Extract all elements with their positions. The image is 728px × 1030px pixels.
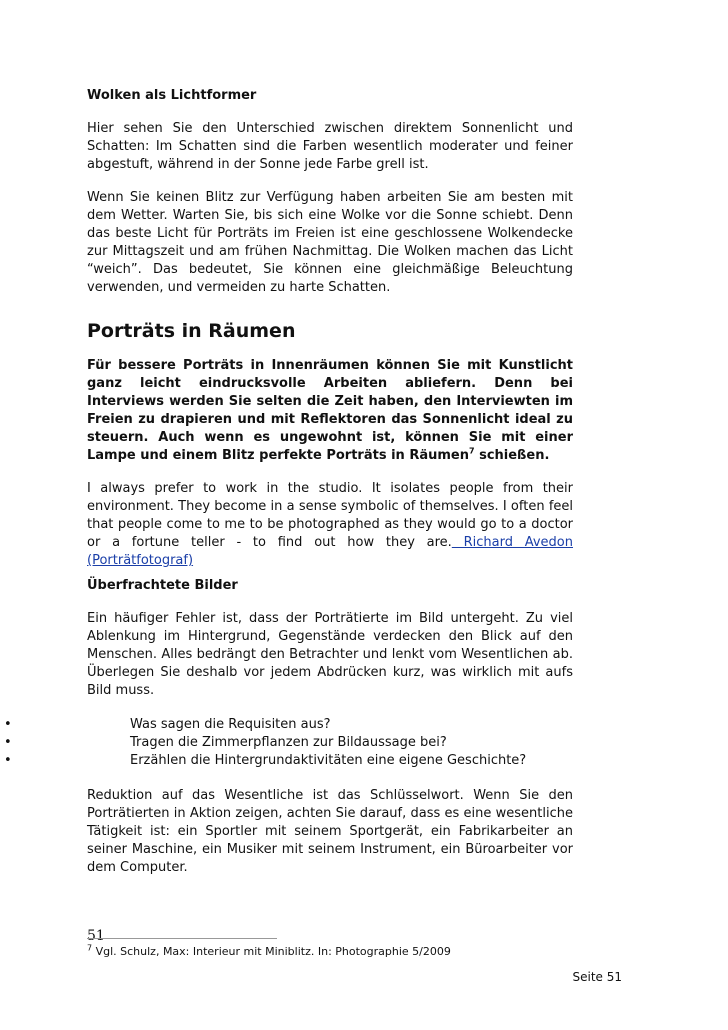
footnote: [87, 945, 451, 959]
bullet-icon: •: [4, 735, 12, 750]
bullet-list: [0, 716, 728, 770]
paragraph-indoor-intro: [87, 357, 573, 465]
footnote-divider: [87, 938, 277, 939]
list-item: [0, 752, 728, 770]
footnote-text: Vgl. Schulz, Max: Interieur mit Miniblitz. In: Photographie 5/2009: [92, 945, 451, 958]
list-item-text: Tragen die Zimmerpflanzen zur Bildaussage bei?: [130, 735, 447, 750]
paragraph-reduction: Reduktion auf das Wesentliche ist das Schlüsselwort. Wenn Sie den Porträtierten in Aktion zeigen, achten Sie darauf, dass es eine wesentliche Tätigkeit ist: ein Sportler mit seinem Sportgerät, ein Fabrikarbeiter an seiner Maschine, ein Musiker mit seinem Instrument, ein Büroarbeiter vor dem Computer.: [87, 788, 573, 875]
heading-indoor: Porträts in Räumen: [87, 320, 296, 342]
paragraph-weather: Wenn Sie keinen Blitz zur Verfügung haben arbeiten Sie am besten mit dem Wetter. Warten Sie, bis sich eine Wolke vor die Sonne schiebt. Denn das beste Licht für Porträts im Freien ist eine geschlossene Wolkendecke zur Mittagszeit und am frühen Nachmittag. Die Wolken machen das Licht “weich”. Das bedeutet, Sie können eine gleichmäßige Beleuchtung verwenden, und vermeiden zu harte Schatten.: [87, 190, 573, 295]
list-item-text: Was sagen die Requisiten aus?: [130, 717, 331, 732]
section-overloaded: [87, 577, 573, 700]
section-reduction: [87, 787, 573, 877]
page-number: Seite 51: [572, 970, 622, 984]
list-item: [0, 716, 728, 734]
heading-clouds: Wolken als Lichtformer: [87, 88, 257, 103]
footnote-page-marker: 51: [87, 928, 105, 944]
quote-author-link[interactable]: Richard Avedon (Porträtfotograf): [87, 535, 573, 568]
section-indoor: [87, 319, 573, 570]
indoor-intro-text: Für bessere Porträts in Innenräumen können Sie mit Kunstlicht ganz leicht eindrucksvolle Arbeiten abliefern. Denn bei Interviews werden Sie selten die Zeit haben, den Interviewten im Freien zu drapieren und mit Reflektoren das Sonnenlicht ideal zu steuern. Auch wenn es ungewohnt ist, können Sie mit einer Lampe und einem Blitz perfekte Porträts in Räumen: [87, 358, 573, 463]
quote-avedon: [87, 480, 573, 570]
quote-text: I always prefer to work in the studio. It isolates people from their environment. They become in a sense symbolic of themselves. I often feel that people come to me to be photographed as they would go to a doctor or a fortune teller - to find out how they are.: [87, 481, 573, 550]
list-item: [0, 734, 728, 752]
bullet-icon: •: [4, 717, 12, 732]
heading-overloaded: Überfrachtete Bilder: [87, 578, 238, 593]
indoor-intro-tail: schießen.: [474, 448, 550, 463]
footnote-number: 7: [87, 943, 93, 953]
section-clouds: [87, 87, 573, 297]
footnote-ref: 7: [468, 446, 475, 456]
paragraph-mistake: Ein häufiger Fehler ist, dass der Porträtierte im Bild untergeht. Zu viel Ablenkung im Hintergrund, Gegenstände verdecken den Blick auf den Menschen. Alles bedrängt den Betrachter und lenkt vom Wesentlichen ab. Überlegen Sie deshalb vor jedem Abdrücken kurz, was wirklich mit aufs Bild muss.: [87, 611, 573, 698]
list-item-text: Erzählen die Hintergrundaktivitäten eine eigene Geschichte?: [130, 753, 527, 768]
bullet-icon: •: [4, 753, 12, 768]
paragraph-shadow: Hier sehen Sie den Unterschied zwischen direktem Sonnenlicht und Schatten: Im Schatten sind die Farben wesentlich moderater und feiner abgestuft, während in der Sonne jede Farbe grell ist.: [87, 121, 573, 172]
